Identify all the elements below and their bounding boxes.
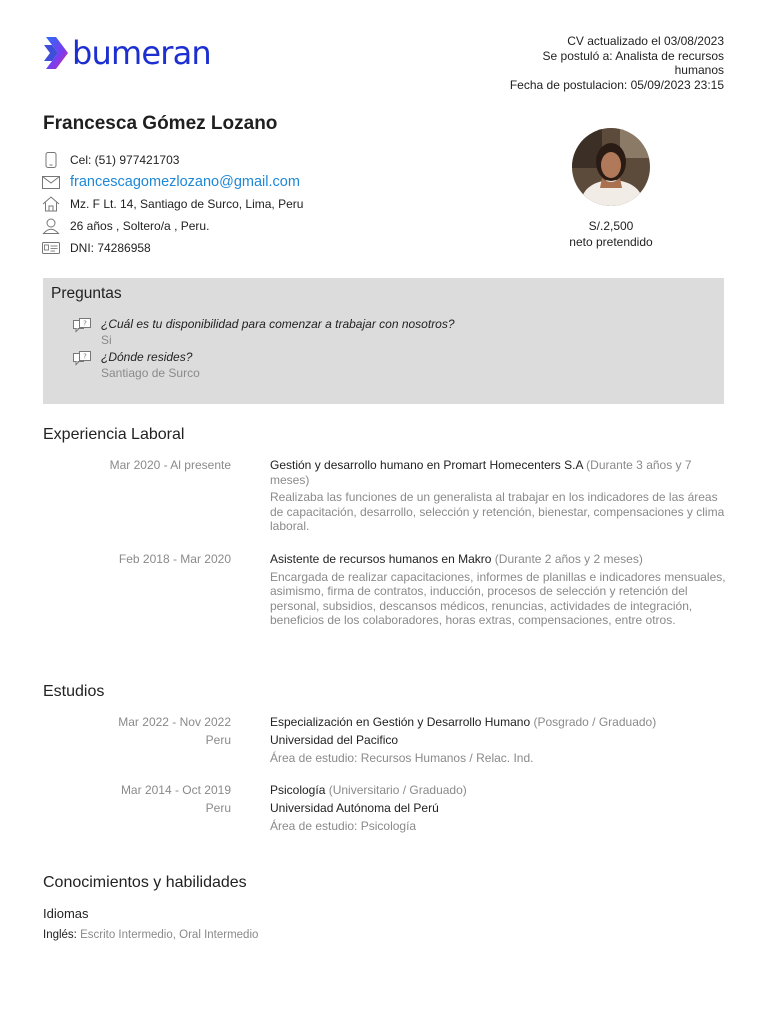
study-area: Área de estudio: Recursos Humanos / Relac. Ind. xyxy=(270,751,534,765)
studies-title: Estudios xyxy=(43,683,105,700)
language-name: Inglés: xyxy=(43,929,77,941)
svg-text:?: ? xyxy=(83,352,87,361)
salary-label: neto pretendido xyxy=(569,234,653,249)
question-chat-icon xyxy=(73,318,91,338)
bumeran-logo xyxy=(42,34,211,72)
person-icon xyxy=(41,217,61,235)
bumeran-logo-icon xyxy=(42,34,70,72)
language-level: Escrito Intermedio, Oral Intermedio xyxy=(76,929,259,941)
question-text: ¿Dónde resides? xyxy=(101,350,193,364)
salary-block xyxy=(540,219,682,250)
study-degree: Psicología xyxy=(270,783,326,797)
salary-amount: S/.2,500 xyxy=(588,219,634,233)
contact-personal xyxy=(41,215,303,237)
experience-date: Mar 2020 - Al presente xyxy=(109,458,231,472)
questions-title: Preguntas xyxy=(51,285,122,302)
experience-title: Experiencia Laboral xyxy=(43,426,185,443)
languages-title: Idiomas xyxy=(43,906,89,921)
brand-name: bumeran xyxy=(72,34,211,72)
candidate-name: Francesca Gómez Lozano xyxy=(43,113,278,134)
contact-list xyxy=(41,149,303,259)
experience-role: Gestión y desarrollo humano en Promart Homecenters S.A xyxy=(270,458,583,472)
phone-text: Cel: (51) 977421703 xyxy=(70,153,180,167)
experience-description: Encargada de realizar capacitaciones, informes de planillas e indicadores mensuales, asimismo, firma de contratos, inducción, procesos de selección y retención del personal, subsidios, descansos médicos, renuncias, actividades de integración, beneficios de los colaboradores, horas extras, compensaciones, entre otros. xyxy=(270,569,726,627)
study-date: Mar 2014 - Oct 2019 xyxy=(120,783,231,797)
questions-panel xyxy=(43,278,724,404)
study-institution: Universidad del Pacifico xyxy=(270,733,399,747)
question-chat-icon xyxy=(73,351,91,371)
question-text: ¿Cuál es tu disponibilidad para comenzar a trabajar con nosotros? xyxy=(101,317,455,331)
study-degree: Especialización en Gestión y Desarrollo Humano xyxy=(270,715,531,729)
study-level: (Posgrado / Graduado) xyxy=(530,715,657,729)
svg-text:?: ? xyxy=(83,319,87,328)
applied-position-line2: humanos xyxy=(674,63,724,77)
cv-meta xyxy=(484,34,724,92)
experience-role: Asistente de recursos humanos en Makro xyxy=(270,552,492,566)
phone-icon xyxy=(41,151,61,169)
answer-text: Santiago de Surco xyxy=(101,366,200,380)
study-area: Área de estudio: Psicología xyxy=(270,819,417,833)
skills-title: Conocimientos y habilidades xyxy=(43,874,247,891)
study-country: Peru xyxy=(205,801,231,815)
cv-updated: CV actualizado el 03/08/2023 xyxy=(567,34,724,48)
contact-phone xyxy=(41,149,303,171)
contact-email[interactable] xyxy=(41,171,303,193)
application-date: Fecha de postulacion: 05/09/2023 23:15 xyxy=(509,77,724,92)
study-institution: Universidad Autónoma del Perú xyxy=(270,801,439,815)
language-item xyxy=(43,929,258,941)
contact-address xyxy=(41,193,303,215)
answer-text: Si xyxy=(101,333,112,347)
email-link[interactable]: francescagomezlozano@gmail.com xyxy=(70,174,300,190)
experience-date: Feb 2018 - Mar 2020 xyxy=(118,552,231,566)
personal-info-text: 26 años , Soltero/a , Peru. xyxy=(70,219,210,233)
study-country: Peru xyxy=(205,733,231,747)
dni-text: DNI: 74286958 xyxy=(70,241,151,255)
candidate-photo xyxy=(572,128,650,206)
address-text: Mz. F Lt. 14, Santiago de Surco, Lima, Peru xyxy=(70,197,304,211)
experience-duration: (Durante 2 años y 2 meses) xyxy=(491,552,643,566)
id-card-icon xyxy=(41,239,61,257)
home-icon xyxy=(41,195,61,213)
experience-description: Realizaba las funciones de un generalista al trabajar en los indicadores de las áreas de capacitación, desarrollo, selección y retención, bienestar, compensaciones y clima laboral. xyxy=(270,490,725,533)
contact-dni xyxy=(41,237,303,259)
applied-position-line1: Se postuló a: Analista de recursos xyxy=(542,48,724,63)
envelope-icon xyxy=(41,173,61,191)
experience-duration: (Durante 3 años y 7 meses) xyxy=(270,458,692,487)
study-level: (Universitario / Graduado) xyxy=(325,783,467,797)
study-date: Mar 2022 - Nov 2022 xyxy=(118,715,231,729)
